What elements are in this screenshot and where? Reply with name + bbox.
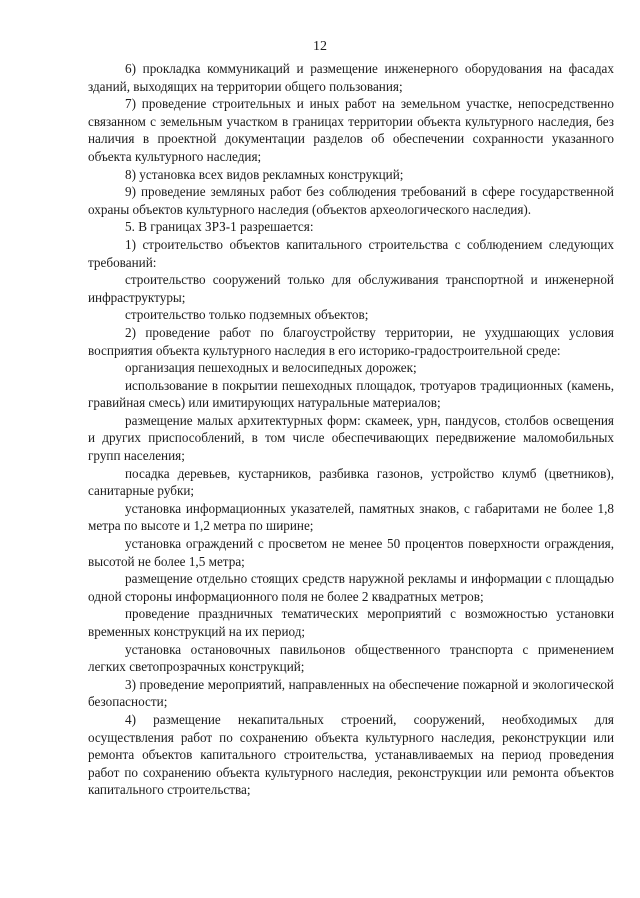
paragraph-item-7: 7) проведение строительных и иных работ на земельном участке, непосредственно связанном с земельным участком в границах территории объекта культурного наследия, без наличия в проектной документации разделов об обеспечении сохранности указанного объекта культурного наследия; — [88, 96, 614, 164]
allowed-item-2: 2) проведение работ по благоустройству территории, не ухудшающих условия восприятия объекта культурного наследия в его историко-градостроительной среде: — [88, 324, 614, 358]
allowed-subitem: размещение малых архитектурных форм: скамеек, урн, пандусов, столбов освещения и других приспособлений, в том числе обеспечивающих передвижение маломобильных групп населения; — [88, 412, 614, 464]
document-body — [88, 60, 614, 799]
allowed-subitem: установка ограждений с просветом не менее 50 процентов поверхности ограждения, высотой не более 1,5 метра; — [88, 536, 614, 569]
allowed-subitem: строительство только подземных объектов; — [125, 307, 369, 323]
allowed-subitem: использование в покрытии пешеходных площадок, тротуаров традиционных (камень, гравийная смесь) или имитирующих натуральные материалов; — [88, 377, 614, 411]
allowed-subitem: размещение отдельно стоящих средств наружной рекламы и информации с площадью одной стороны информационного поля не более 2 квадратных метров; — [88, 571, 614, 604]
allowed-subitem: установка остановочных павильонов общественного транспорта с применением легких светопрозрачных конструкций; — [88, 641, 614, 675]
paragraph-item-9: 9) проведение земляных работ без соблюдения требований в сфере государственной охраны объектов культурного наследия (объектов археологического наследия). — [88, 184, 614, 217]
allowed-subitem: посадка деревьев, кустарников, разбивка газонов, устройство клумб (цветников), санитарные рубки; — [88, 465, 614, 499]
paragraph-item-8: 8) установка всех видов рекламных конструкций; — [125, 166, 404, 182]
paragraph-item-6: 6) прокладка коммуникаций и размещение инженерного оборудования на фасадах зданий, выходящих на территории общего пользования; — [88, 61, 614, 94]
allowed-item-4: 4) размещение некапитальных строений, сооружений, необходимых для осуществления работ по сохранению объекта культурного наследия, реконструкции или ремонта объектов капитального строительства, устанавливаемых на период проведения работ по сохранению объекта культурного наследия, реконструкции или ремонта объектов капитального строительства; — [88, 711, 614, 798]
section-heading-zrz1: 5. В границах ЗРЗ-1 разрешается: — [125, 219, 314, 235]
allowed-subitem: установка информационных указателей, памятных знаков, с габаритами не более 1,8 метра по высоте и 1,2 метра по ширине; — [88, 500, 614, 534]
allowed-item-1: 1) строительство объектов капитального строительства с соблюдением следующих требований: — [88, 236, 614, 270]
page-number: 12 — [313, 39, 327, 54]
allowed-subitem: строительство сооружений только для обслуживания транспортной и инженерной инфраструктуры; — [88, 272, 614, 305]
allowed-item-3: 3) проведение мероприятий, направленных на обеспечение пожарной и экологической безопасности; — [88, 676, 614, 710]
allowed-subitem: организация пешеходных и велосипедных дорожек; — [125, 360, 417, 376]
allowed-subitem: проведение праздничных тематических мероприятий с возможностью установки временных конструкций на их период; — [88, 606, 614, 639]
